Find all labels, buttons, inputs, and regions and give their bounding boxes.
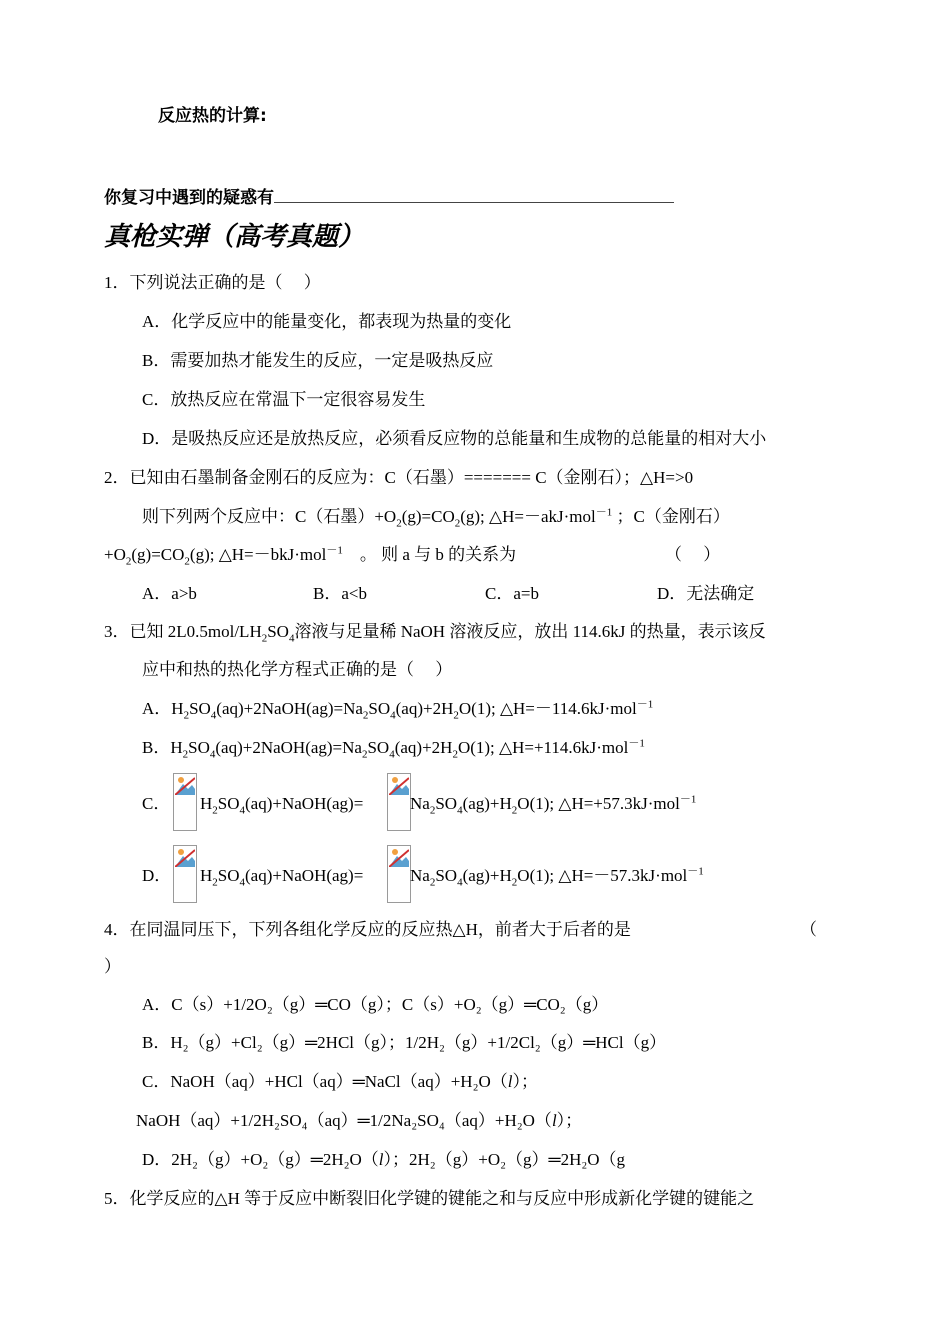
q3-sub: 4 xyxy=(457,876,463,889)
doubt-blank[interactable] xyxy=(274,186,674,203)
section-title: 反应热的计算: xyxy=(158,106,267,126)
q4-italic: l xyxy=(378,1150,384,1169)
q2-text: 则下列两个反应中：C（石墨）+O xyxy=(142,507,397,526)
q3-stem xyxy=(104,622,766,645)
q2-sup: －1 xyxy=(595,506,613,519)
q3-text: SO xyxy=(267,622,289,641)
q3-text: SO xyxy=(188,738,210,757)
q3-text: (aq)+2NaOH(ag)=Na xyxy=(216,699,363,718)
q4-italic: l xyxy=(507,1072,513,1091)
q2-line3 xyxy=(104,544,517,568)
doubt-label: 你复习中遇到的疑惑有 xyxy=(104,188,274,208)
q2-sub: 2 xyxy=(396,517,402,530)
q3-option-d-eq2 xyxy=(410,865,704,889)
q3-text: (aq)+NaOH(ag)= xyxy=(245,794,364,813)
q4-text: D．2H₂（g）+O₂（g）═2H₂O（ xyxy=(142,1150,379,1169)
q2-answer-paren: （ ） xyxy=(665,545,721,564)
q2-sub: 2 xyxy=(125,555,132,568)
q3-stem-2: 应中和热的热化学方程式正确的是（ ） xyxy=(142,660,453,679)
q2-sub: 2 xyxy=(454,517,461,530)
q1-option-a: A．化学反应中的能量变化，都表现为热量的变化 xyxy=(142,312,512,331)
q2-line2 xyxy=(142,506,730,530)
q3-sub: 2 xyxy=(429,804,436,817)
q3-sup: －1 xyxy=(636,698,654,711)
q3-sub: 4 xyxy=(457,804,463,817)
q2-text: 。 则 a 与 b 的关系为 xyxy=(359,545,517,564)
q3-sub: 2 xyxy=(453,709,459,722)
q2-text: +O xyxy=(104,545,126,564)
q3-text: (aq)+NaOH(ag)= xyxy=(245,866,364,885)
q3-text: SO xyxy=(217,866,240,885)
q2-text: ；C（金刚石） xyxy=(616,507,730,526)
q3-text: 3．已知 2L0.5mol/LH xyxy=(104,622,262,641)
q2-text: (g)=CO xyxy=(401,507,455,526)
q3-option-d-eq1 xyxy=(200,866,364,889)
q4-option-b: B．H₂（g）+Cl₂（g）═2HCl（g）；1/2H₂（g）+1/2Cl₂（g）═HCl（g） xyxy=(142,1033,667,1052)
q3-option-c-eq2 xyxy=(410,793,697,817)
q4-italic: l xyxy=(551,1111,557,1130)
q3-text: H xyxy=(200,866,213,885)
q3-sub: 2 xyxy=(183,709,190,722)
q3-sub: 2 xyxy=(261,632,268,645)
q3-text: Na xyxy=(410,866,430,885)
q2-text: (g)=CO xyxy=(131,545,185,564)
q3-sub: 4 xyxy=(209,748,216,761)
q4-option-d xyxy=(142,1150,625,1170)
q3-text: B．H xyxy=(142,738,183,757)
q4-text: ）； xyxy=(556,1111,583,1130)
doubt-line xyxy=(104,186,674,208)
q3-sub: 2 xyxy=(212,876,218,889)
section-heading: 真枪实弹（高考真题） xyxy=(104,222,365,252)
q3-sub: 4 xyxy=(210,709,217,722)
q4-text: NaOH（aq）+1/2H₂SO₄（aq）═1/2Na₂SO₄（aq）+H₂O（ xyxy=(136,1111,552,1130)
q1-option-d: D．是吸热反应还是放热反应，必须看反应物的总能量和生成物的总能量的相对大小 xyxy=(142,429,767,448)
q3-option-c-eq1 xyxy=(200,794,364,817)
q2-option-b: B．a<b xyxy=(313,584,367,603)
fraction-image xyxy=(387,773,411,831)
q3-text: SO xyxy=(435,866,458,885)
q4-option-a: A．C（s）+1/2O₂（g）═CO（g）；C（s）+O₂（g）═CO₂（g） xyxy=(142,995,609,1014)
q3-option-c-label: C． xyxy=(142,794,171,813)
q2-text: (g); △H=－akJ·mol xyxy=(460,507,596,526)
q3-text: H xyxy=(200,794,213,813)
q2-option-c: C．a=b xyxy=(485,584,539,603)
q3-text: O(1); △H=+57.3kJ·mol xyxy=(517,794,680,813)
broken-image-icon xyxy=(175,847,195,867)
q5-stem: 5．化学反应的△H 等于反应中断裂旧化学键的键能之和与反应中形成新化学键的键能之 xyxy=(104,1189,755,1208)
q3-option-b xyxy=(142,737,645,761)
q2-stem: 2．已知由石墨制备金刚石的反应为：C（石墨）======= C（金刚石）；△H=>0 xyxy=(104,468,694,487)
q3-sup: －1 xyxy=(687,865,704,878)
fraction-image xyxy=(387,845,411,903)
q3-sub: 4 xyxy=(390,709,396,722)
q2-sub: 2 xyxy=(184,555,190,568)
q4-option-c-2 xyxy=(136,1111,582,1131)
q3-option-a xyxy=(142,698,654,722)
q2-text: (g); △H=－bkJ·mol xyxy=(189,545,327,564)
q1-option-b: B．需要加热才能发生的反应，一定是吸热反应 xyxy=(142,351,494,370)
q3-text: O(1); △H=－114.6kJ·mol xyxy=(458,699,637,718)
q3-sub: 2 xyxy=(429,876,436,889)
q3-sub: 4 xyxy=(389,748,395,761)
q2-sup: －1 xyxy=(326,544,343,557)
q3-sub: 2 xyxy=(511,876,518,889)
q3-text: (aq)+2NaOH(ag)=Na xyxy=(215,738,362,757)
q3-text: (ag)+H xyxy=(462,794,512,813)
q3-text: SO xyxy=(368,699,391,718)
q3-sup: －1 xyxy=(628,737,645,750)
q4-option-c-1 xyxy=(142,1072,538,1092)
q3-text: Na xyxy=(410,794,430,813)
q3-text: SO xyxy=(367,738,390,757)
fraction-image xyxy=(173,773,197,831)
q3-text: (aq)+2H xyxy=(395,699,454,718)
q3-sub: 2 xyxy=(182,748,189,761)
q3-sup: －1 xyxy=(679,793,697,806)
q4-paren-open: （ xyxy=(800,920,817,939)
q3-sub: 4 xyxy=(239,804,246,817)
q3-text: SO xyxy=(217,794,240,813)
q3-sub: 2 xyxy=(511,804,518,817)
q2-option-d: D．无法确定 xyxy=(657,584,755,603)
q3-text: 溶液与足量稀 NaOH 溶液反应，放出 114.6kJ 的热量，表示该反 xyxy=(294,622,766,641)
q3-option-d-label: D． xyxy=(142,866,172,885)
broken-image-icon xyxy=(389,775,409,795)
q3-text: SO xyxy=(189,699,211,718)
q3-sub: 2 xyxy=(362,709,369,722)
q3-text: SO xyxy=(435,794,458,813)
fraction-image xyxy=(173,845,197,903)
q4-text: ）；2H₂（g）+O₂（g）═2H₂O（g xyxy=(383,1150,626,1169)
q4-text: C．NaOH（aq）+HCl（aq）═NaCl（aq）+H₂O（ xyxy=(142,1072,508,1091)
q3-text: O(1); △H=+114.6kJ·mol xyxy=(457,738,629,757)
q3-text: O(1); △H=－57.3kJ·mol xyxy=(517,866,688,885)
q3-text: (ag)+H xyxy=(462,866,512,885)
q4-text: ）； xyxy=(512,1072,539,1091)
broken-image-icon xyxy=(389,847,409,867)
q3-sub: 2 xyxy=(212,804,218,817)
q1-stem: 1．下列说法正确的是（ ） xyxy=(104,273,321,292)
q3-sub: 4 xyxy=(239,876,246,889)
q1-option-c: C．放热反应在常温下一定很容易发生 xyxy=(142,390,426,409)
q3-sub: 2 xyxy=(452,748,458,761)
q3-sub: 4 xyxy=(288,632,295,645)
broken-image-icon xyxy=(175,775,195,795)
q3-text: (aq)+2H xyxy=(394,738,453,757)
q3-text: A．H xyxy=(142,699,184,718)
q3-sub: 2 xyxy=(361,748,368,761)
q2-option-a: A．a>b xyxy=(142,584,197,603)
q4-stem: 4．在同温同压下，下列各组化学反应的反应热△H，前者大于后者的是 xyxy=(104,920,631,939)
q4-paren-close: ） xyxy=(104,957,121,976)
